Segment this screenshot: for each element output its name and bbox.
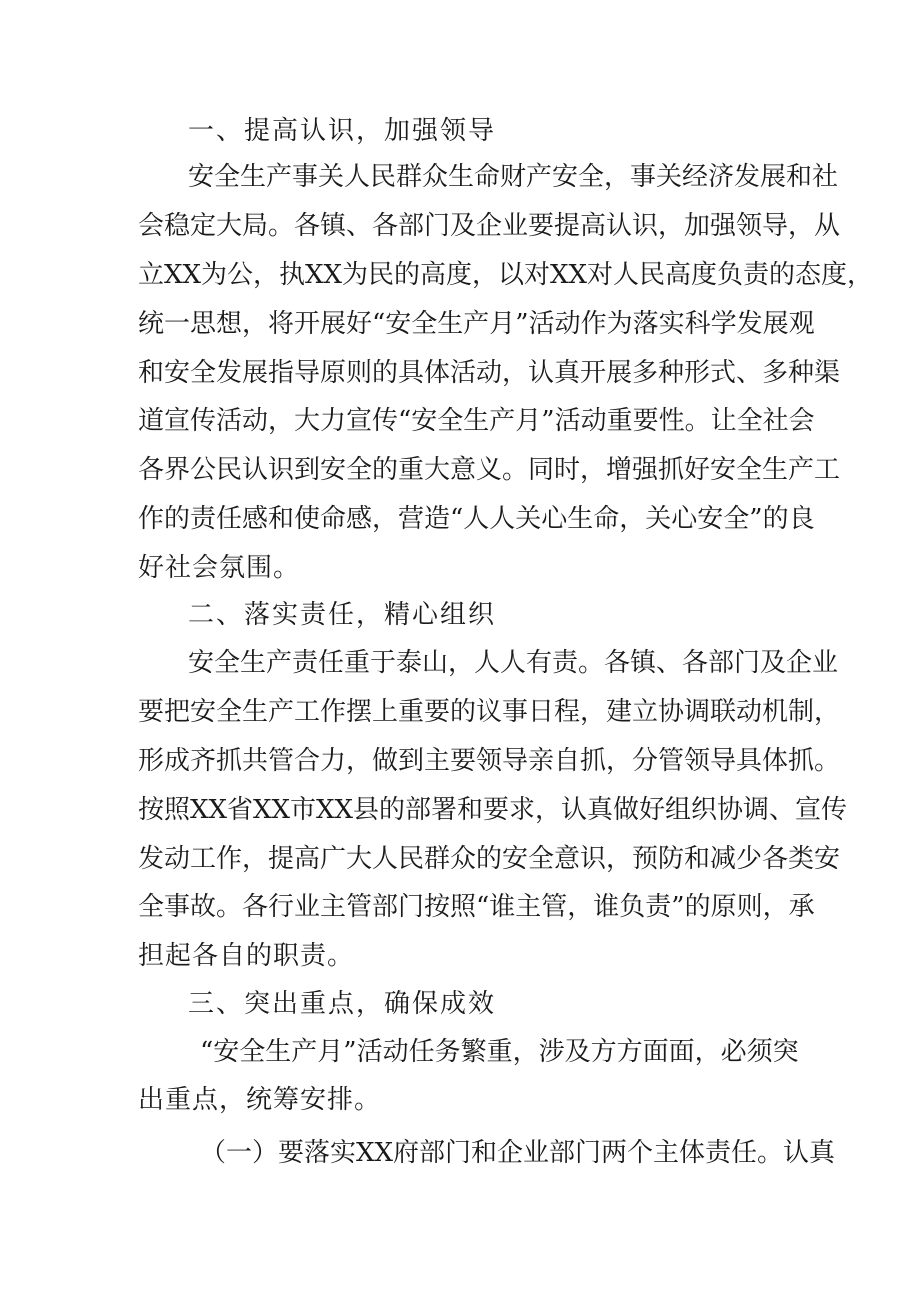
paragraph-line: “安全生产月”活动任务繁重，涉及方方面面，必须突 [200, 1037, 799, 1067]
paragraph-line: 立XX为公，执XX为民的高度，以对XX对人民高度负责的态度， [138, 260, 874, 290]
paragraph-line: 按照XX省XX市XX县的部署和要求，认真做好组织协调、宣传 [138, 795, 848, 825]
paragraph-line: （一）要落实XX府部门和企业部门两个主体责任。认真 [200, 1138, 836, 1168]
paragraph-line: 作的责任感和使命感，营造“人人关心生命，关心安全”的良 [138, 504, 815, 534]
paragraph-line: 好社会氛围。 [138, 553, 301, 583]
paragraph-line: 道宣传活动，大力宣传“安全生产月”活动重要性。让全社会 [138, 406, 815, 436]
paragraph-line: 和安全发展指导原则的具体活动，认真开展多种形式、多种渠 [138, 358, 841, 388]
section-heading-2: 二、落实责任，精心组织 [188, 600, 497, 630]
paragraph-line: 各界公民认识到安全的重大意义。同时，增强抓好安全生产工 [138, 455, 841, 485]
paragraph-line: 要把安全生产工作摆上重要的议事日程，建立协调联动机制， [138, 697, 841, 727]
section-heading-3: 三、突出重点，确保成效 [188, 989, 497, 1019]
paragraph-line: 会稳定大局。各镇、各部门及企业要提高认识，加强领导，从 [138, 211, 841, 241]
section-heading-1: 一、提高认识，加强领导 [188, 116, 497, 146]
paragraph-line: 出重点，统筹安排。 [138, 1085, 382, 1115]
paragraph-line: 全事故。各行业主管部门按照“谁主管，谁负责”的原则，承 [138, 892, 815, 922]
paragraph-line: 安全生产事关人民群众生命财产安全，事关经济发展和社 [188, 162, 839, 192]
paragraph-line: 担起各自的职责。 [138, 941, 355, 971]
paragraph-line: 形成齐抓共管合力，做到主要领导亲自抓，分管领导具体抓。 [138, 746, 841, 776]
paragraph-line: 统一思想，将开展好“安全生产月”活动作为落实科学发展观 [138, 309, 815, 339]
paragraph-line: 安全生产责任重于泰山，人人有责。各镇、各部门及企业 [188, 648, 839, 678]
paragraph-line: 发动工作，提高广大人民群众的安全意识，预防和减少各类安 [138, 844, 841, 874]
